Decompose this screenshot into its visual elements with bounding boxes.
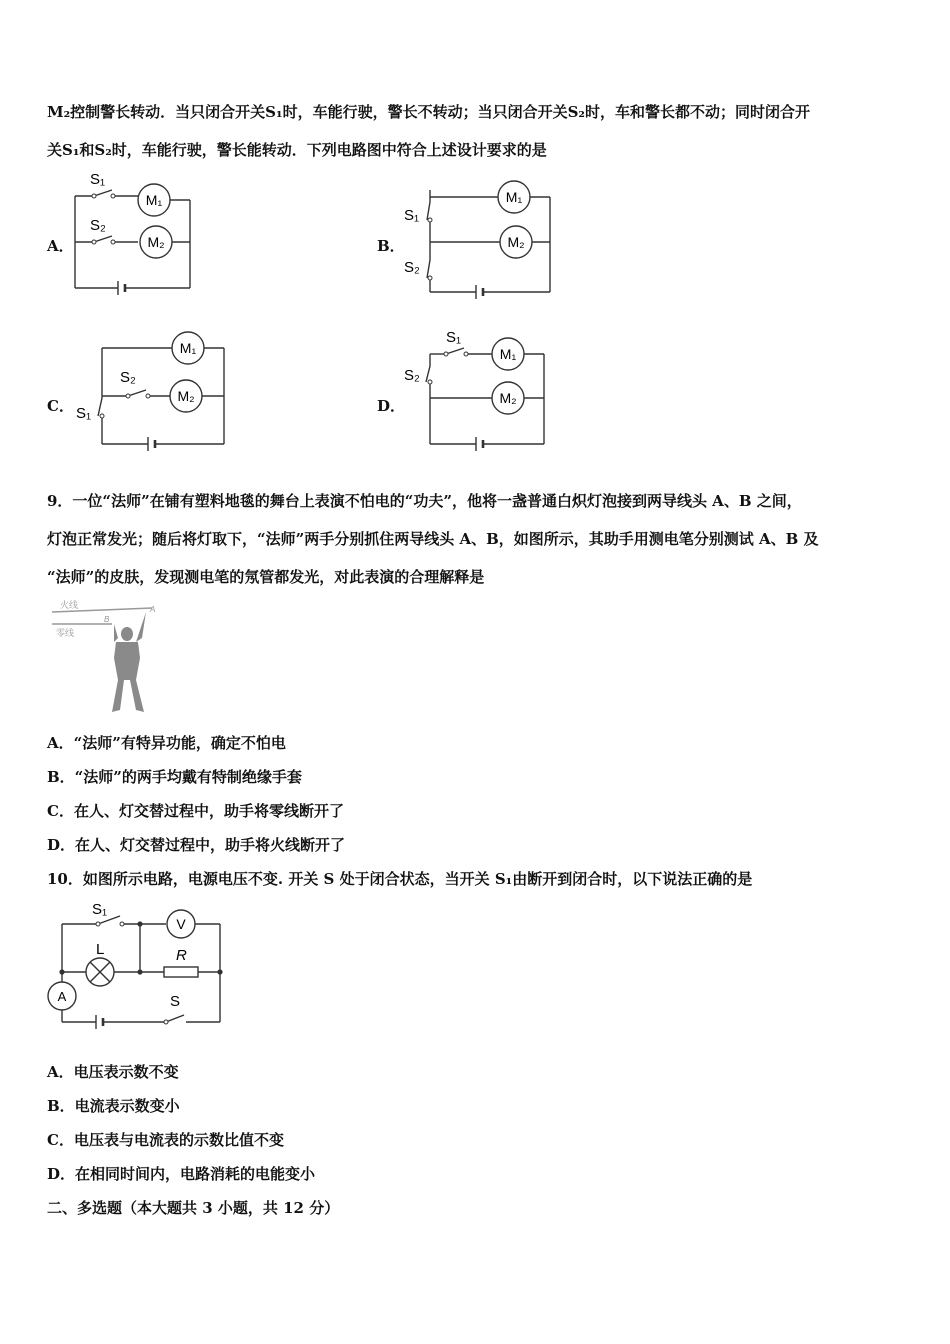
q8-circuit-a [72,166,196,296]
q8-circuit-b [400,180,554,296]
live-wire-label: 火线 [60,600,79,610]
section-2-heading: 二、多选题（本大题共 3 小题，共 12 分） [47,1199,340,1217]
switch-s1-label: S₁ [446,329,462,346]
switch-s2-label: S₂ [404,367,420,384]
q10-option-d: D．在相同时间内，电路消耗的电能变小 [47,1165,316,1183]
q8-circuit-d [400,324,550,452]
motor-m1-label: M₁ [499,346,517,362]
switch-s1-label: S₁ [92,901,108,918]
motor-m2-label: M₂ [507,234,525,250]
q9-stem-line3: “法师”的皮肤，发现测电笔的氖管都发光，对此表演的合理解释是 [47,568,485,586]
q8-stem-line1: M₂控制警长转动．当只闭合开关S₁时，车能行驶，警长不转动；当只闭合开关S₂时，车和警长都不动；同时闭合开 [47,103,810,121]
q10-option-b: B．电流表示数变小 [47,1097,180,1115]
q10-option-a: A．电压表示数不变 [47,1063,179,1081]
q9-option-b: B．“法师”的两手均戴有特制绝缘手套 [47,768,302,786]
q8-stem-line2: 关S₁和S₂时，车能行驶，警长能转动．下列电路图中符合上述设计要求的是 [47,141,547,159]
switch-s2-label: S₂ [90,217,106,234]
q10-circuit [44,896,228,1036]
switch-s2-label: S₂ [120,369,136,386]
voltmeter-label: V [176,916,186,932]
q10-option-c: C．电压表与电流表的示数比值不变 [47,1131,284,1149]
switch-s1-label: S₁ [404,207,420,224]
switch-s1-label: S₁ [90,171,106,188]
q8-option-a-label: A． [47,237,74,255]
motor-m2-label: M₂ [499,390,517,406]
q8-option-c-label: C． [47,397,74,415]
lamp-label: L [96,941,105,958]
q8-option-b-label: B． [377,237,405,255]
q9-option-a: A．“法师”有特异功能，确定不怕电 [47,734,286,752]
q9-figure-magician [52,598,164,716]
ammeter-label: A [57,989,67,1004]
magician-silhouette [112,612,146,712]
motor-m2-label: M₂ [177,388,195,404]
motor-m1-label: M₁ [505,189,523,205]
motor-m2-label: M₂ [147,234,165,250]
resistor-label: R [176,947,187,964]
point-b-label: B [104,615,110,624]
q9-stem-line1: 9．一位“法师”在铺有塑料地毯的舞台上表演不怕电的“功夫”，他将一盏普通白炽灯泡接到两导线头 A、B 之间， [47,492,802,510]
motor-m1-label: M₁ [179,340,197,356]
q9-option-d: D．在人、灯交替过程中，助手将火线断开了 [47,836,346,854]
q8-circuit-c [72,330,230,450]
switch-s2-label: S₂ [404,259,420,276]
neutral-wire-label: 零线 [56,628,75,638]
q9-option-c: C．在人、灯交替过程中，助手将零线断开了 [47,802,344,820]
switch-s1-label: S₁ [76,405,92,422]
q10-stem: 10．如图所示电路，电源电压不变. 开关 S 处于闭合状态，当开关 S₁由断开到闭合时，以下说法正确的是 [47,870,753,888]
q9-stem-line2: 灯泡正常发光；随后将灯取下，“法师”两手分别抓住两导线头 A、B，如图所示，其助手用测电笔分别测试 A、B 及 [47,530,819,548]
motor-m1-label: M₁ [145,192,163,208]
q8-option-d-label: D． [377,397,406,415]
switch-s-label: S [170,993,181,1010]
point-a-label: A [150,605,156,614]
